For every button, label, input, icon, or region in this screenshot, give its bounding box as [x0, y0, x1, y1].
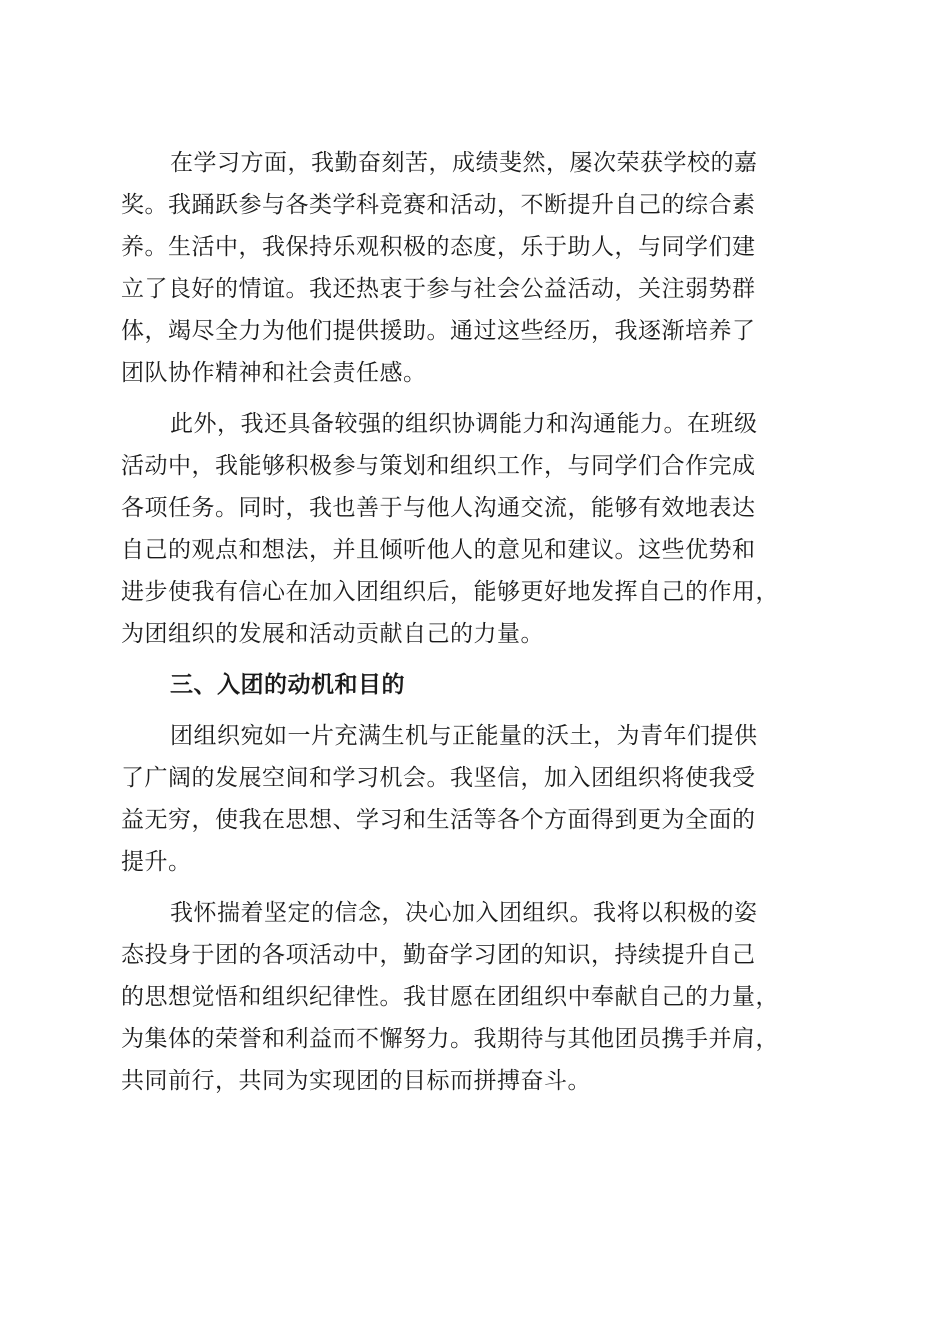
paragraph-2-line-1: 此外，我还具备较强的组织协调能力和沟通能力。在班级	[170, 411, 758, 437]
paragraph-4-line-1: 我怀揣着坚定的信念，决心加入团组织。我将以积极的姿	[170, 900, 758, 926]
paragraph-3-line-4: 提升。	[121, 849, 192, 875]
paragraph-1-line-4: 立了良好的情谊。我还热衷于参与社会公益活动，关注弱势群	[121, 276, 756, 302]
paragraph-4-line-3: 的思想觉悟和组织纪律性。我甘愿在团组织中奉献自己的力量，	[121, 984, 779, 1010]
paragraph-2-line-5: 进步使我有信心在加入团组织后，能够更好地发挥自己的作用，	[121, 579, 779, 605]
paragraph-3-line-2: 了广阔的发展空间和学习机会。我坚信，加入团组织将使我受	[121, 765, 756, 791]
paragraph-1-line-1: 在学习方面，我勤奋刻苦，成绩斐然，屡次荣获学校的嘉	[170, 150, 758, 176]
paragraph-4-line-4: 为集体的荣誉和利益而不懈努力。我期待与其他团员携手并肩，	[121, 1026, 779, 1052]
paragraph-1-line-6: 团队协作精神和社会责任感。	[121, 360, 427, 386]
paragraph-2-line-4: 自己的观点和想法，并且倾听他人的意见和建议。这些优势和	[121, 537, 756, 563]
paragraph-3-line-1: 团组织宛如一片充满生机与正能量的沃土，为青年们提供	[170, 723, 758, 749]
section-heading: 三、入团的动机和目的	[170, 672, 405, 698]
paragraph-2-line-6: 为团组织的发展和活动贡献自己的力量。	[121, 621, 544, 647]
paragraph-1-line-2: 奖。我踊跃参与各类学科竞赛和活动，不断提升自己的综合素	[121, 192, 756, 218]
paragraph-1-line-3: 养。生活中，我保持乐观积极的态度，乐于助人，与同学们建	[121, 234, 756, 260]
paragraph-3-line-3: 益无穷，使我在思想、学习和生活等各个方面得到更为全面的	[121, 807, 756, 833]
paragraph-1-line-5: 体，竭尽全力为他们提供援助。通过这些经历，我逐渐培养了	[121, 318, 756, 344]
paragraph-4-line-2: 态投身于团的各项活动中，勤奋学习团的知识，持续提升自己	[121, 942, 756, 968]
paragraph-2-line-2: 活动中，我能够积极参与策划和组织工作，与同学们合作完成	[121, 453, 756, 479]
paragraph-4-line-5: 共同前行，共同为实现团的目标而拼搏奋斗。	[121, 1068, 591, 1094]
paragraph-2-line-3: 各项任务。同时，我也善于与他人沟通交流，能够有效地表达	[121, 495, 756, 521]
